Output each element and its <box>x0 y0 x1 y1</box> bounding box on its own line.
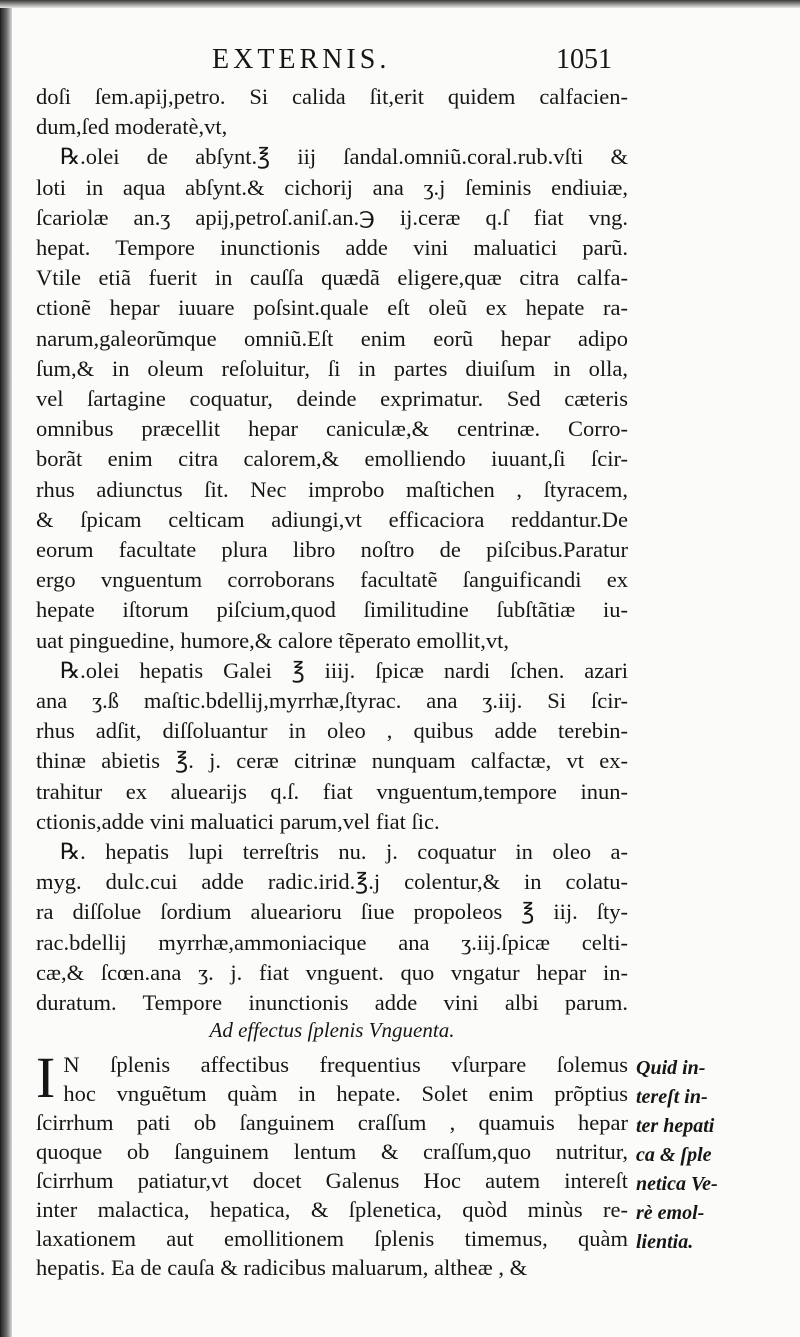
marginal-note-line: ca & ſple <box>636 1144 712 1166</box>
text-line: ſcariolæ an.ʒ apij,petroſ.aniſ.an.℈ ij.ceræ q.ſ fiat vng. <box>36 204 628 230</box>
text-line: borãt enim citra calorem,& emolliendo iuuant,ſi ſcir- <box>36 446 628 472</box>
marginal-note-line: lientia. <box>636 1231 694 1253</box>
running-head-title: EXTERNIS. <box>212 44 391 75</box>
recipe-line: ℞.olei hepatis Galei ℥ iiij. ſpicæ nardi ſchen. azari <box>60 657 628 683</box>
text-line: ana ʒ.ß maſtic.bdellij,myrrhæ,ſtyrac. ana ʒ.iij. Si ſcir- <box>36 688 628 714</box>
text-line: ctionẽ hepar iuuare poſsint.quale eſt oleũ ex hepate ra- <box>36 295 628 321</box>
marginal-note-line: netica Ve- <box>636 1173 718 1195</box>
text-line: rac.bdellij myrrhæ,ammoniacique ana ʒ.iij.ſpicæ celti- <box>36 929 628 955</box>
text-line: quoque ob ſanguinem lentum & craſſum,quo nutritur, <box>36 1139 628 1164</box>
marginal-note <box>636 1054 796 1257</box>
text-line: ſcirrhum pati ob ſanguinem craſſum , quamuis hepar <box>36 1110 628 1135</box>
text-line: thinæ abietis ℥. j. ceræ citrinæ nunquam calfactæ, vt ex- <box>36 748 628 774</box>
text-line: dum,ſed moderatè,vt, <box>36 114 228 140</box>
text-line: inter malactica, hepatica, & ſplenetica, quòd minùs re- <box>36 1197 628 1222</box>
text-line: uat pinguedine, humore,& calore tẽperato emollit,vt, <box>36 627 509 653</box>
text-line: duratum. Tempore inunctionis adde vini albi parum. <box>36 990 628 1016</box>
marginal-note-line: Quid in- <box>636 1057 706 1079</box>
text-line: laxationem aut emollitionem ſplenis timemus, quàm <box>36 1226 628 1251</box>
text-line: loti in aqua abſynt.& cichorij ana ʒ.j ſeminis endiuiæ, <box>36 174 628 200</box>
text-line: hepatis. Ea de cauſa & radicibus maluarum, altheæ , & <box>36 1255 528 1280</box>
marginal-note-line: ter hepati <box>636 1115 715 1137</box>
text-line: rhus adiunctus ſit. Nec improbo maſtichen , ſtyracem, <box>36 476 628 502</box>
recipe-line: ℞.olei de abſynt.℥ iij ſandal.omniũ.coral.rub.vſti & <box>60 144 628 170</box>
text-line: ergo vnguentum corroborans facultatẽ ſanguificandi ex <box>36 567 628 593</box>
text-line: eorum facultate plura libro noſtro de piſcibus.Paratur <box>36 537 628 563</box>
marginal-note-line: rè emol- <box>636 1202 705 1224</box>
page-gutter-shadow <box>0 0 12 1337</box>
drop-cap: I <box>36 1045 56 1110</box>
text-line: hoc vnguẽtum quàm in hepate. Solet enim prõptius <box>63 1081 628 1106</box>
text-line: vel ſartagine coquatur, deinde exprimatur. Sed cæteris <box>36 386 628 412</box>
text-line: hepate iſtorum piſcium,quod ſimilitudine ſubſtãtiæ iu- <box>36 597 628 623</box>
running-head <box>30 44 640 80</box>
body-text <box>36 82 628 1018</box>
text-line: ra diſſolue ſordium aluearioru ſiue propoleos ℥ iij. ſty- <box>36 899 628 925</box>
text-line: N ſplenis affectibus frequentius vſurpare ſolemus <box>63 1052 628 1077</box>
spleen-paragraph <box>36 1045 628 1282</box>
text-line: rhus adſit, diſſoluantur in oleo , quibus adde terebin- <box>36 718 628 744</box>
text-line: narum,galeorũmque omniũ.Eſt enim eorũ hepar adipo <box>36 325 628 351</box>
text-line: & ſpicam celticam adiungi,vt efficaciora reddantur.De <box>36 506 628 532</box>
text-line: ſcirrhum patiatur,vt docet Galenus Hoc autem intereſt <box>36 1168 628 1193</box>
text-line: cæ,& ſcœn.ana ʒ. j. fiat vnguent. quo vngatur hepar in- <box>36 959 628 985</box>
text-line: trahitur ex aluearijs q.ſ. fiat vnguentum,tempore inun- <box>36 778 628 804</box>
text-line: ctionis,adde vini maluatici parum,vel fiat ſic. <box>36 808 440 834</box>
recipe-line: ℞. hepatis lupi terreſtris nu. j. coquatur in oleo a- <box>60 839 628 865</box>
section-heading: Ad effectus ſplenis Vnguenta. <box>209 1018 455 1042</box>
text-line: doſi ſem.apij,petro. Si calida ſit,erit quidem calfacien- <box>36 84 628 109</box>
page-number: 1051 <box>556 44 612 75</box>
text-line: omnibus præcellit hepar caniculæ,& centrinæ. Corro- <box>36 416 628 442</box>
text-line: hepat. Tempore inunctionis adde vini maluatici parũ. <box>36 235 628 261</box>
page-top-shadow <box>0 0 800 8</box>
text-line: Vtile etiã fuerit in cauſſa quædã eligere,quæ citra calfa- <box>36 265 628 291</box>
marginal-note-line: tereſt in- <box>636 1086 708 1108</box>
text-line: ſum,& in oleum reſoluitur, ſi in partes diuiſum in olla, <box>36 355 628 381</box>
text-line: myg. dulc.cui adde radic.irid.℥.j colentur,& in colatu- <box>36 869 628 895</box>
